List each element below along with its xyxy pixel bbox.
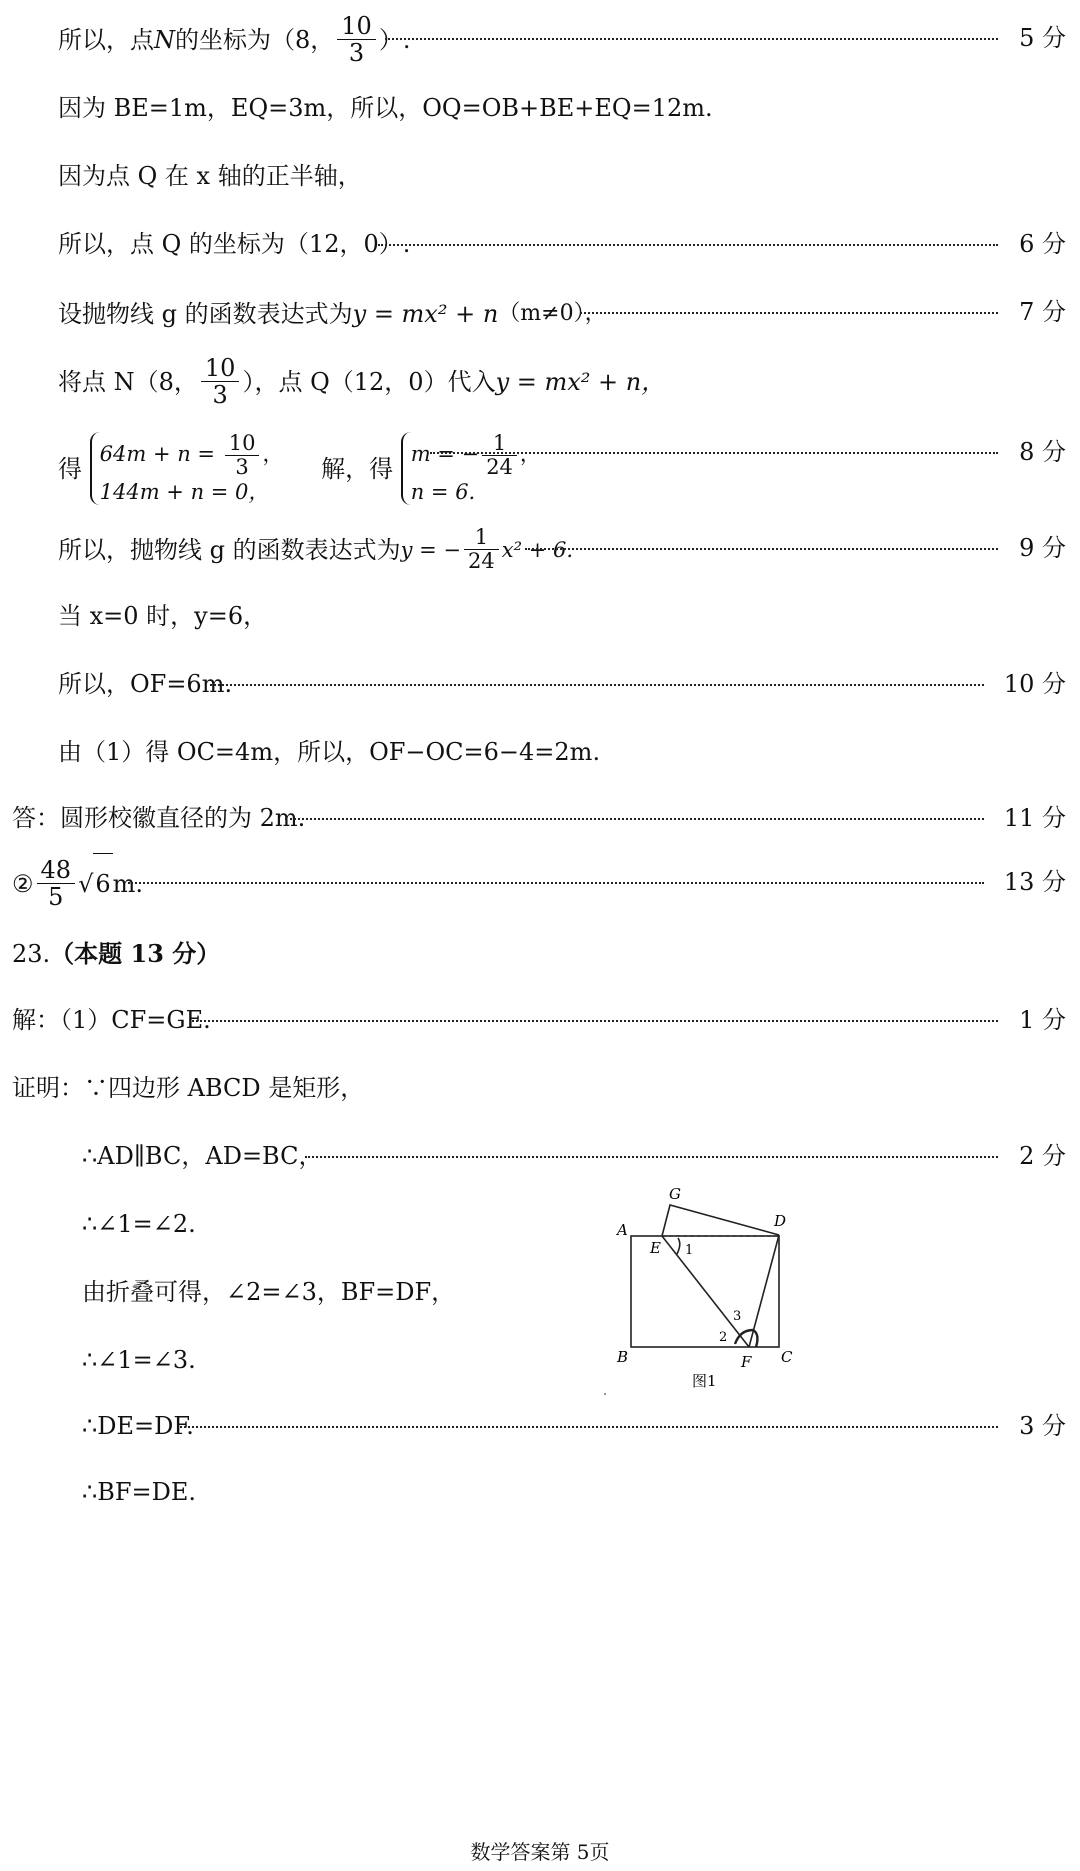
solution-2: n = 6. bbox=[410, 479, 476, 504]
numerator: 1 bbox=[482, 432, 517, 456]
fraction bbox=[37, 857, 76, 911]
label-a: A bbox=[617, 1221, 628, 1239]
solution-line-8 bbox=[0, 518, 1080, 578]
answer-part-2 bbox=[0, 852, 1080, 912]
proof-line-3 bbox=[0, 1194, 1080, 1254]
text: 证明：∵四边形 ABCD 是矩形， bbox=[12, 1074, 365, 1102]
dot-leader bbox=[580, 312, 998, 314]
dot-leader bbox=[385, 38, 998, 40]
score: 6 分 bbox=[1019, 230, 1066, 258]
label-g: G bbox=[669, 1185, 681, 1203]
question-number: 23. bbox=[12, 939, 51, 968]
dot-leader bbox=[305, 1156, 998, 1158]
solution-line-7 bbox=[0, 412, 1080, 522]
dot-leader bbox=[285, 818, 984, 820]
eq-text: m = − bbox=[410, 442, 480, 467]
dot-leader bbox=[180, 1426, 998, 1428]
score: 7 分 bbox=[1019, 298, 1066, 326]
formula: x² + 6. bbox=[501, 537, 574, 562]
proof-line-7 bbox=[0, 1462, 1080, 1522]
numerator: 48 bbox=[37, 857, 76, 884]
fraction bbox=[464, 526, 499, 573]
proof-line-5 bbox=[0, 1330, 1080, 1390]
formula: y = mx² + n， bbox=[495, 367, 666, 396]
score: 1 分 bbox=[1019, 1006, 1066, 1034]
numerator: 10 bbox=[201, 355, 240, 382]
geometry-figure bbox=[600, 1178, 820, 1408]
label-e: E bbox=[650, 1239, 661, 1257]
label-c: C bbox=[781, 1348, 793, 1366]
solution-line-10 bbox=[0, 654, 1080, 714]
fraction bbox=[337, 13, 376, 67]
proof-line-1 bbox=[0, 1058, 1080, 1118]
text: m. bbox=[112, 869, 144, 898]
score: 13 分 bbox=[1003, 868, 1066, 896]
label-angle-3: 3 bbox=[733, 1309, 742, 1324]
question-points: （本题 13 分） bbox=[50, 938, 221, 968]
text: ∴DE=DF. bbox=[82, 1412, 194, 1440]
text: ∴∠1=∠2. bbox=[82, 1210, 196, 1238]
text: （m≠0）， bbox=[498, 300, 607, 326]
denominator: 3 bbox=[212, 381, 228, 409]
solution-line-2 bbox=[0, 78, 1080, 138]
solution-line-4 bbox=[0, 214, 1080, 274]
denominator: 3 bbox=[235, 455, 249, 480]
solution-line-5 bbox=[0, 282, 1080, 342]
text: 解：（1）CF=GE. bbox=[12, 1006, 211, 1034]
dot-leader bbox=[210, 684, 984, 686]
text: 因为 BE=1m，EQ=3m，所以，OQ=OB+BE+EQ=12m. bbox=[58, 94, 713, 122]
score: 8 分 bbox=[1019, 438, 1066, 466]
score: 5 分 bbox=[1019, 24, 1066, 52]
dot-leader bbox=[430, 452, 998, 454]
text: ∴AD∥BC，AD=BC， bbox=[82, 1142, 323, 1170]
proof-line-4 bbox=[0, 1262, 1080, 1322]
denominator: 3 bbox=[348, 39, 365, 67]
text: 因为点 Q 在 x 轴的正半轴， bbox=[58, 162, 362, 190]
dot-leader bbox=[128, 882, 984, 884]
solution-1 bbox=[411, 432, 541, 479]
fold-ge-gd bbox=[662, 1205, 779, 1236]
text: ∴BF=DE. bbox=[82, 1478, 197, 1506]
denominator: 24 bbox=[468, 549, 495, 573]
fraction bbox=[225, 432, 260, 479]
solution-line-15 bbox=[0, 990, 1080, 1050]
segment-ef bbox=[662, 1236, 749, 1347]
eq-text: 64m + n = bbox=[99, 442, 222, 467]
equation-system bbox=[90, 432, 284, 504]
eq-text: ， bbox=[262, 442, 284, 467]
text: 答：圆形校徽直径的为 2m. bbox=[12, 804, 306, 832]
label-angle-1: 1 bbox=[685, 1243, 694, 1258]
text: 得 bbox=[58, 454, 82, 483]
angle-arc-1 bbox=[677, 1238, 680, 1254]
solution-line-6 bbox=[0, 350, 1080, 410]
text: 所以，点 bbox=[58, 25, 154, 54]
fraction bbox=[482, 432, 517, 479]
text: 设抛物线 g 的函数表达式为 bbox=[58, 299, 353, 328]
question-header bbox=[0, 922, 1080, 982]
text: 所以，OF=6m. bbox=[58, 670, 233, 698]
equation-1 bbox=[100, 432, 284, 479]
label-f: F bbox=[741, 1353, 752, 1371]
denominator: 24 bbox=[486, 455, 513, 480]
text: 将点 N（8， bbox=[58, 367, 198, 396]
fraction bbox=[201, 355, 240, 409]
numerator: 10 bbox=[337, 13, 376, 40]
dot-leader bbox=[378, 244, 998, 246]
numerator: 1 bbox=[464, 526, 499, 550]
text: 解，得 bbox=[321, 454, 394, 483]
solution-line-3 bbox=[0, 146, 1080, 206]
text: ）. bbox=[378, 25, 411, 54]
score: 11 分 bbox=[1003, 804, 1066, 832]
solution-line-9 bbox=[0, 586, 1080, 646]
text: ∴∠1=∠3. bbox=[82, 1346, 196, 1374]
answer-line bbox=[0, 788, 1080, 848]
eq-text: ， bbox=[519, 442, 541, 467]
text: 的坐标为（8， bbox=[175, 25, 335, 54]
text: 由折叠可得，∠2=∠3，BF=DF， bbox=[82, 1278, 456, 1306]
text: 所以，点 Q 的坐标为（12，0）. bbox=[58, 230, 411, 258]
text: 当 x=0 时，y=6， bbox=[58, 602, 268, 630]
score: 2 分 bbox=[1019, 1142, 1066, 1170]
dot-leader bbox=[192, 1020, 998, 1022]
radicand: 6 bbox=[93, 853, 112, 914]
score: 10 分 bbox=[1003, 670, 1066, 698]
score: 3 分 bbox=[1019, 1412, 1066, 1440]
label-d: D bbox=[774, 1212, 787, 1230]
dot-leader bbox=[525, 548, 998, 550]
score: 9 分 bbox=[1019, 534, 1066, 562]
denominator: 5 bbox=[48, 883, 64, 911]
page-footer: 数学答案第 5页 bbox=[470, 1840, 610, 1864]
solution-system bbox=[401, 432, 541, 504]
formula: y = − bbox=[400, 537, 462, 562]
circled-number: ② bbox=[12, 869, 34, 898]
solution-line-11 bbox=[0, 722, 1080, 782]
scan-speck bbox=[604, 1393, 606, 1395]
proof-line-2 bbox=[0, 1126, 1080, 1186]
text: ），点 Q（12，0）代入 bbox=[242, 367, 496, 396]
formula: y = mx² + n bbox=[352, 299, 499, 328]
figure-caption: 图1 bbox=[692, 1372, 717, 1390]
square-root: √6 bbox=[78, 853, 113, 914]
text: 由（1）得 OC=4m，所以，OF−OC=6−4=2m. bbox=[58, 738, 601, 766]
proof-line-6 bbox=[0, 1396, 1080, 1456]
label-b: B bbox=[617, 1348, 629, 1366]
numerator: 10 bbox=[225, 432, 260, 456]
solution-line-1 bbox=[0, 8, 1080, 68]
text: 所以，抛物线 g 的函数表达式为 bbox=[58, 535, 401, 564]
label-angle-2: 2 bbox=[719, 1330, 728, 1345]
var: N bbox=[154, 25, 175, 54]
equation-2: 144m + n = 0， bbox=[99, 479, 270, 504]
